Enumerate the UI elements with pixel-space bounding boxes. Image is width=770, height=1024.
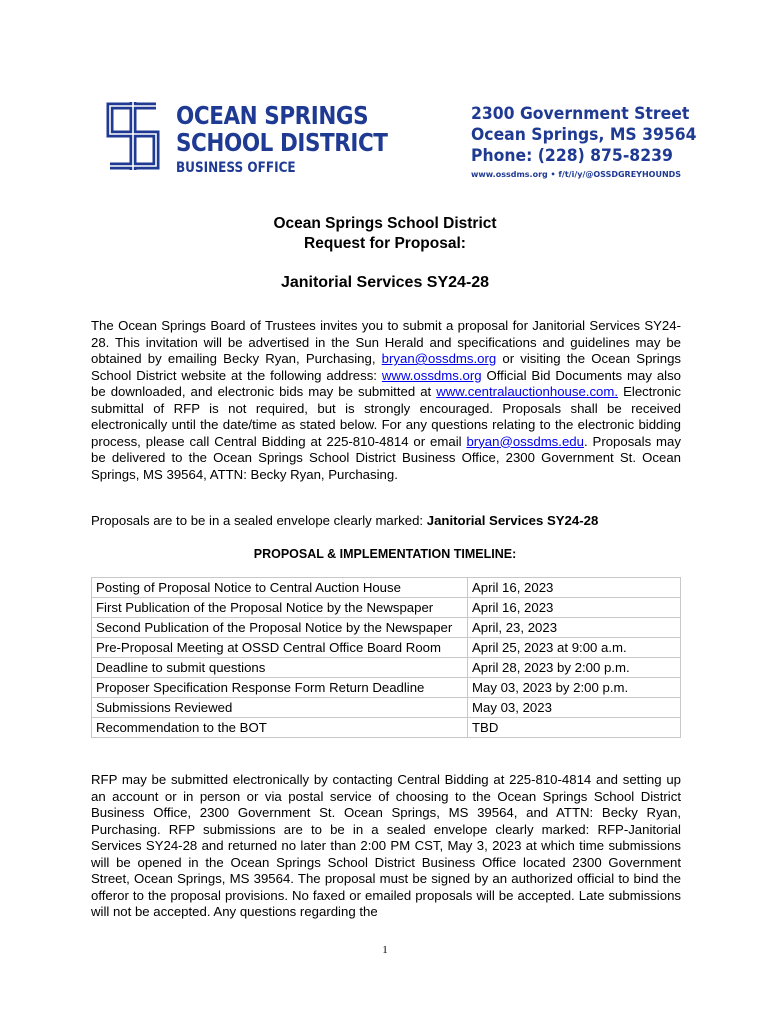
letterhead xyxy=(96,98,697,182)
table-row xyxy=(92,698,681,718)
timeline-event: Proposer Specification Response Form Return Deadline xyxy=(92,678,468,698)
timeline-event: Pre-Proposal Meeting at OSSD Central Office Board Room xyxy=(92,638,468,658)
table-row xyxy=(92,638,681,658)
table-row xyxy=(92,578,681,598)
logo-line-ocean-springs: OCEAN SPRINGS xyxy=(176,101,369,130)
timeline-event: Submissions Reviewed xyxy=(92,698,468,718)
timeline-heading: PROPOSAL & IMPLEMENTATION TIMELINE: xyxy=(253,547,517,561)
page-number: 1 xyxy=(382,944,388,956)
sealed-envelope-note xyxy=(91,513,681,530)
timeline-date: April 28, 2023 by 2:00 p.m. xyxy=(468,658,681,678)
intro-paragraph xyxy=(91,318,681,483)
district-wordmark xyxy=(176,101,388,177)
timeline-date: April 16, 2023 xyxy=(468,598,681,618)
sealed-label: Janitorial Services SY24-28 xyxy=(426,513,599,528)
intro-text-4: Electronic submittal of RFP is not required, but is strongly encouraged. Proposals shall be received electronically until the date/time as stated below. For any questions relating to the electronic bidding process, please call Central Bidding at 225-810-4814 or email xyxy=(91,384,681,449)
contact-street: 2300 Government Street xyxy=(471,104,690,124)
timeline-date: April 25, 2023 at 9:00 a.m. xyxy=(468,638,681,658)
contact-web: www.ossdms.org • f/t/i/y/@OSSDGREYHOUNDS xyxy=(471,170,682,179)
logo-line-business-office: BUSINESS OFFICE xyxy=(176,160,296,176)
timeline-date: May 03, 2023 xyxy=(468,698,681,718)
table-row xyxy=(92,718,681,738)
timeline-event: Posting of Proposal Notice to Central Auction House xyxy=(92,578,468,598)
table-row xyxy=(92,678,681,698)
timeline-date: May 03, 2023 by 2:00 p.m. xyxy=(468,678,681,698)
timeline-date: April 16, 2023 xyxy=(468,578,681,598)
table-row xyxy=(92,658,681,678)
intro-text-1: The Ocean Springs Board of Trustees invites you to submit a proposal for Janitorial Services SY24-28. This invitation will be advertised in the Sun Herald and specifications and guidelines may be obtained by emailing Becky Ryan, Purchasing, xyxy=(91,318,681,366)
timeline-event: Deadline to submit questions xyxy=(92,658,468,678)
website-link[interactable]: www.ossdms.org xyxy=(381,367,482,383)
intro-text-3: Official Bid Documents may also be downloaded, and electronic bids may be submitted at xyxy=(91,367,682,399)
timeline-table xyxy=(91,577,681,738)
document-titles xyxy=(0,214,770,293)
auction-house-link[interactable]: www.centralauctionhouse.com. xyxy=(436,384,619,399)
title-rfp: Request for Proposal: xyxy=(304,235,466,252)
title-district: Ocean Springs School District xyxy=(273,215,497,232)
email-link-bryan-edu[interactable]: bryan@ossdms.edu xyxy=(466,433,584,449)
district-logo-icon xyxy=(96,98,170,174)
logo-line-school-district: SCHOOL DISTRICT xyxy=(176,128,388,157)
title-services: Janitorial Services SY24-28 xyxy=(280,274,490,291)
timeline-date: TBD xyxy=(468,718,681,738)
email-link-bryan-org[interactable]: bryan@ossdms.org xyxy=(381,351,497,366)
table-row xyxy=(92,618,681,638)
contact-phone: Phone: (228) 875-8239 xyxy=(471,146,673,166)
timeline-date: April, 23, 2023 xyxy=(468,618,681,638)
contact-block xyxy=(471,104,697,181)
submission-paragraph: RFP may be submitted electronically by contacting Central Bidding at 225-810-4814 and setting up an account or in person or via postal service of choosing to the Ocean Springs School District Business Office, 2300 Government St. Ocean Springs, MS 39564, and ATTN: Becky Ryan, Purchasing. RFP submissions are to be in a sealed envelope clearly marked: RFP-Janitorial Services SY24-28 and returned no later than 2:00 PM CST, May 3, 2023 at which time submissions will be opened in the Ocean Springs School District Business Office located 2300 Government Street, Ocean Springs, MS 39564. The proposal must be signed by an authorized official to bind the offeror to the proposal provisions. No faxed or emailed proposals will be accepted. Late submissions will not be accepted. Any questions regarding the xyxy=(91,772,681,919)
intro-text-5: . Proposals may be delivered to the Ocean Springs School District Business Office, 2300 Government St. Ocean Springs, MS 39564, ATTN: Becky Ryan, Purchasing. xyxy=(91,433,681,482)
intro-text-2: or visiting the Ocean Springs School District website at the following address: xyxy=(91,351,682,383)
timeline-event: Recommendation to the BOT xyxy=(92,718,468,738)
sealed-text: Proposals are to be in a sealed envelope clearly marked: xyxy=(91,513,427,528)
table-row xyxy=(92,598,681,618)
contact-city: Ocean Springs, MS 39564 xyxy=(471,125,697,145)
timeline-event: First Publication of the Proposal Notice by the Newspaper xyxy=(92,598,468,618)
timeline-event: Second Publication of the Proposal Notice by the Newspaper xyxy=(92,618,468,638)
